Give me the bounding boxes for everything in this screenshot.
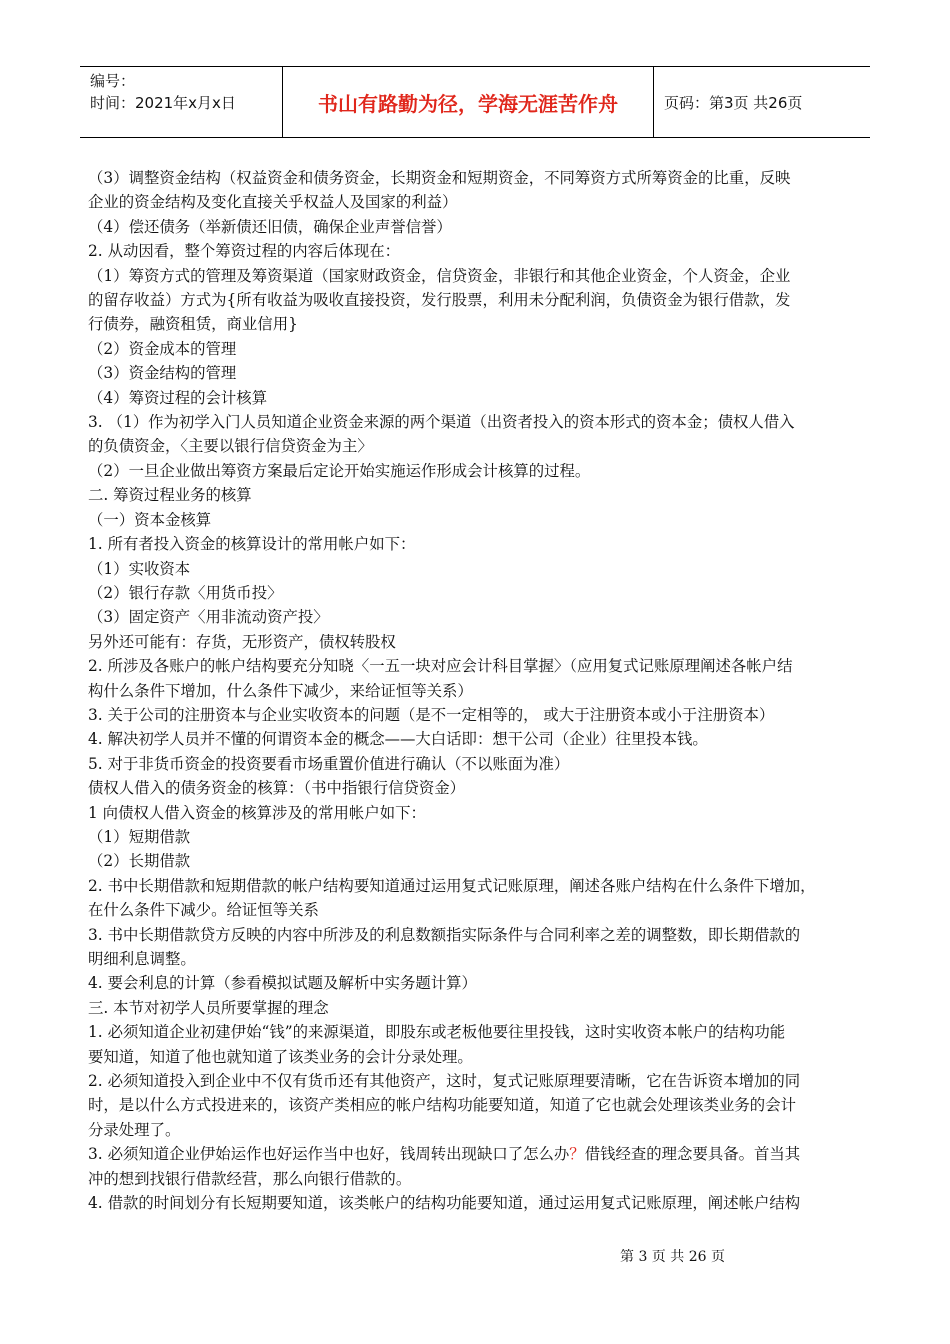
header-motto: 书山有路勤为径，学海无涯苦作舟	[282, 67, 654, 137]
text-line: 3. 书中长期借款贷方反映的内容中所涉及的利息数额指实际条件与合同利率之差的调整数，即长期借款的	[88, 925, 801, 944]
subsection-heading: 债权人借入的债务资金的核算：（书中指银行信贷资金）	[88, 779, 466, 798]
text-line: （3）调整资金结构（权益资金和债务资金，长期资金和短期资金，不同筹资方式所筹资金的比重，反映	[88, 169, 791, 187]
text-line: （2）资金成本的管理	[88, 339, 237, 358]
text-segment: 借钱经查的理念要具备。首当其	[584, 1145, 801, 1164]
text-line: 行债券，融资租赁，商业信用}	[88, 315, 298, 334]
text-line: 的留存收益）方式为{所有收益为吸收直接投资，发行股票，利用未分配利润，负债资金为银行借款，发	[88, 291, 791, 310]
text-line: （1）筹资方式的管理及筹资渠道（国家财政资金，信贷资金，非银行和其他企业资金，个人资金，企业	[88, 266, 791, 285]
text-line: 明细利息调整。	[88, 950, 196, 968]
text-line	[88, 1142, 872, 1166]
text-line: 2. 所涉及各账户的帐户结构要充分知晓〈一五一块对应会计科目掌握〉（应用复式记账原理阐述各帐户结	[88, 657, 793, 676]
text-line: 另外还可能有：存货，无形资产，债权转股权	[88, 632, 396, 651]
text-line: 4. 解决初学人员并不懂的何谓资本金的概念——大白话即：想干公司（企业）往里投本钱。	[88, 730, 708, 749]
text-line: 时，是以什么方式投进来的，该资产类相应的帐户结构功能要知道，知道了它也就会处理该类业务的会计	[88, 1096, 796, 1115]
header-page-info: 页码：第3页 共26页	[664, 93, 803, 112]
text-line: 分录处理了。	[88, 1120, 181, 1139]
text-line: 冲的想到找银行借款经营，那么向银行借款的。	[88, 1169, 412, 1188]
text-line: （3）资金结构的管理	[88, 364, 237, 383]
text-line: 2. 从动因看，整个筹资过程的内容后体现在：	[88, 242, 400, 261]
section-heading: 二. 筹资过程业务的核算	[88, 486, 252, 505]
text-line: 企业的资金结构及变化直接关乎权益人及国家的利益）	[88, 193, 458, 212]
text-line: 2. 书中长期借款和短期借款的帐户结构要知道通过运用复式记账原理，阐述各账户结构在什么条件下增加，	[88, 876, 816, 895]
text-line: （3）固定资产〈用非流动资产投〉	[88, 608, 329, 627]
text-segment: 3. 必须知道企业伊始运作也好运作当中也好，钱周转出现缺口了怎么办	[88, 1145, 570, 1164]
text-line: 5. 对于非货币资金的投资要看市场重置价值进行确认（不以账面为准）	[88, 754, 570, 773]
text-line: （4）偿还债务（举新债还旧债，确保企业声誉信誉）	[88, 217, 452, 236]
page-footer: 第 3 页 共 26 页	[620, 1249, 725, 1265]
text-line: （1）短期借款	[88, 827, 191, 846]
text-line: 构什么条件下增加，什么条件下减少，来给证恒等关系）	[88, 681, 473, 700]
document-body	[88, 166, 872, 1215]
text-line: 1 向债权人借入资金的核算涉及的常用帐户如下：	[88, 803, 426, 822]
subsection-heading: （一）资本金核算	[88, 510, 212, 529]
page-header	[80, 66, 870, 138]
text-line: 4. 要会利息的计算（参看模拟试题及解析中实务题计算）	[88, 974, 477, 993]
text-line: 在什么条件下减少。给证恒等关系	[88, 901, 319, 920]
text-line: 要知道，知道了他也就知道了该类业务的会计分录处理。	[88, 1047, 473, 1066]
text-line: 的负债资金，〈主要以银行信贷资金为主〉	[88, 437, 373, 456]
text-line: （2）一旦企业做出筹资方案最后定论开始实施运作形成会计核算的过程。	[88, 461, 591, 480]
text-line: 4. 借款的时间划分有长短期要知道，该类帐户的结构功能要知道，通过运用复式记账原理，阐述帐户结构	[88, 1194, 801, 1213]
text-line: 1. 必须知道企业初建伊始“钱”的来源渠道，即股东或老板他要往里投钱，这时实收资本帐户的结构功能	[88, 1023, 786, 1042]
text-line: （1）实收资本	[88, 559, 191, 578]
text-line: 3. （1）作为初学入门人员知道企业资金来源的两个渠道（出资者投入的资本形式的资本金；债权人借入	[88, 413, 795, 432]
section-heading: 三. 本节对初学人员所要掌握的理念	[88, 998, 329, 1017]
text-line: 3. 关于公司的注册资本与企业实收资本的问题（是不一定相等的， 或大于注册资本或小于注册资本）	[88, 705, 775, 724]
time-label: 时间：2021年x月x日	[90, 94, 236, 112]
header-meta	[80, 67, 282, 137]
number-label: 编号：	[90, 72, 136, 90]
question-mark: ？	[569, 1145, 585, 1164]
text-line: （2）银行存款〈用货币投〉	[88, 583, 283, 602]
text-line: （4）筹资过程的会计核算	[88, 388, 268, 407]
text-line: 2. 必须知道投入到企业中不仅有货币还有其他资产，这时，复式记账原理要清晰，它在告诉资本增加的同	[88, 1072, 801, 1091]
text-line: （2）长期借款	[88, 852, 191, 871]
text-line: 1. 所有者投入资金的核算设计的常用帐户如下：	[88, 535, 416, 554]
